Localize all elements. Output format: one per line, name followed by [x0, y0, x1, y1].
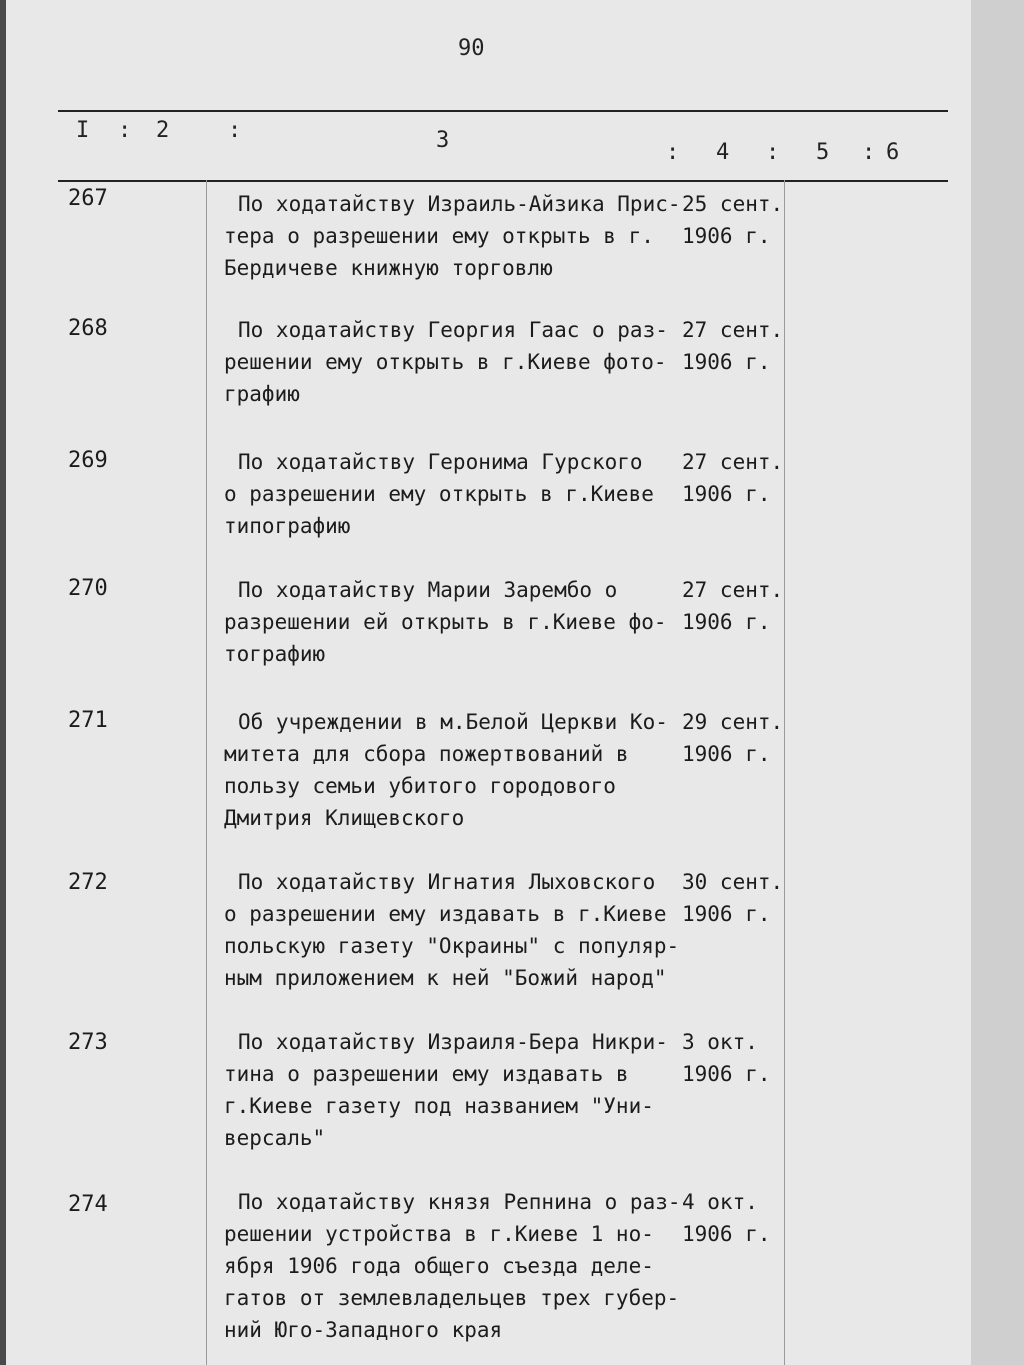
description-line: тина о разрешении ему издавать в	[224, 1062, 629, 1086]
column-header-5: 5	[816, 140, 830, 165]
date-day: 3 окт.	[682, 1030, 758, 1054]
description-line: о разрешении ему издавать в г.Киеве	[224, 902, 667, 926]
column-header-1: I	[76, 118, 90, 143]
row-date	[682, 1026, 771, 1090]
date-year: 1906 г.	[682, 350, 771, 374]
description-line: разрешении ей открыть в г.Киеве фо-	[224, 610, 667, 634]
description-line: решении устройства в г.Киеве 1 но-	[224, 1222, 654, 1246]
row-number: 272	[68, 870, 108, 895]
column-header-sep: :	[118, 118, 132, 143]
description-line: митета для сбора пожертвований в	[224, 742, 629, 766]
date-year: 1906 г.	[682, 610, 771, 634]
description-line: Дмитрия Клищевского	[224, 806, 465, 830]
row-number: 271	[68, 708, 108, 733]
description-line: По ходатайству Израиль-Айзика Прис-	[238, 192, 681, 216]
description-line: Бердичеве книжную торговлю	[224, 256, 553, 280]
date-year: 1906 г.	[682, 1062, 771, 1086]
description-line: По ходатайству князя Репнина о раз-	[238, 1190, 681, 1214]
row-date	[682, 188, 783, 252]
row-description	[224, 574, 694, 670]
column-header-6: 6	[886, 140, 900, 165]
page-number: 90	[458, 36, 485, 61]
row-description	[224, 866, 694, 994]
description-line: типографию	[224, 514, 351, 538]
date-day: 27 сент.	[682, 450, 784, 474]
column-header-4: 4	[716, 140, 730, 165]
page-edge-background	[971, 0, 1024, 1365]
row-number: 273	[68, 1030, 108, 1055]
date-year: 1906 г.	[682, 902, 771, 926]
description-line: пользу семьи убитого городового	[224, 774, 616, 798]
row-date	[682, 446, 783, 510]
header-rule-bottom	[58, 180, 948, 182]
row-description	[224, 446, 694, 542]
description-line: По ходатайству Израиля-Бера Никри-	[238, 1030, 668, 1054]
description-line: о разрешении ему открыть в г.Киеве	[224, 482, 654, 506]
row-description	[224, 1026, 694, 1154]
description-line: По ходатайству Геронима Гурского	[238, 450, 643, 474]
column-header-sep: :	[862, 140, 876, 165]
date-day: 25 сент.	[682, 192, 784, 216]
date-day: 27 сент.	[682, 578, 784, 602]
date-year: 1906 г.	[682, 1222, 771, 1246]
row-date	[682, 314, 783, 378]
row-description	[224, 1186, 694, 1346]
column-header-sep: :	[228, 118, 242, 143]
row-number: 274	[68, 1192, 108, 1217]
row-date	[682, 574, 783, 638]
row-date	[682, 706, 783, 770]
header-rule-top	[58, 110, 948, 112]
description-line: ября 1906 года общего съезда деле-	[224, 1254, 654, 1278]
description-line: Об учреждении в м.Белой Церкви Ко-	[238, 710, 668, 734]
column-header-sep: :	[766, 140, 780, 165]
description-line: тографию	[224, 642, 326, 666]
row-number: 268	[68, 316, 108, 341]
column-header-3: 3	[436, 128, 450, 153]
description-line: По ходатайству Георгия Гаас о раз-	[238, 318, 668, 342]
row-number: 269	[68, 448, 108, 473]
column-header-2: 2	[156, 118, 170, 143]
document-page	[6, 0, 971, 1365]
row-date	[682, 866, 783, 930]
description-line: польскую газету "Окраины" с популяр-	[224, 934, 680, 958]
date-year: 1906 г.	[682, 742, 771, 766]
description-line: По ходатайству Марии Зарембо о	[238, 578, 618, 602]
description-line: ний Юго-Западного края	[224, 1318, 503, 1342]
description-line: версаль"	[224, 1126, 326, 1150]
column-divider	[784, 180, 785, 1365]
row-description	[224, 314, 694, 410]
row-description	[224, 706, 694, 834]
description-line: гатов от землевладельцев трех губер-	[224, 1286, 680, 1310]
description-line: тера о разрешении ему открыть в г.	[224, 224, 654, 248]
description-line: По ходатайству Игнатия Лыховского	[238, 870, 656, 894]
date-day: 27 сент.	[682, 318, 784, 342]
row-description	[224, 188, 694, 284]
date-year: 1906 г.	[682, 482, 771, 506]
description-line: решении ему открыть в г.Киеве фото-	[224, 350, 667, 374]
column-divider	[206, 180, 207, 1365]
row-number: 270	[68, 576, 108, 601]
date-year: 1906 г.	[682, 224, 771, 248]
column-header-sep: :	[666, 140, 680, 165]
description-line: г.Киеве газету под названием "Уни-	[224, 1094, 654, 1118]
date-day: 29 сент.	[682, 710, 784, 734]
row-number: 267	[68, 186, 108, 211]
description-line: ным приложением к ней "Божий народ"	[224, 966, 667, 990]
description-line: графию	[224, 382, 300, 406]
date-day: 30 сент.	[682, 870, 784, 894]
date-day: 4 окт.	[682, 1190, 758, 1214]
row-date	[682, 1186, 771, 1250]
